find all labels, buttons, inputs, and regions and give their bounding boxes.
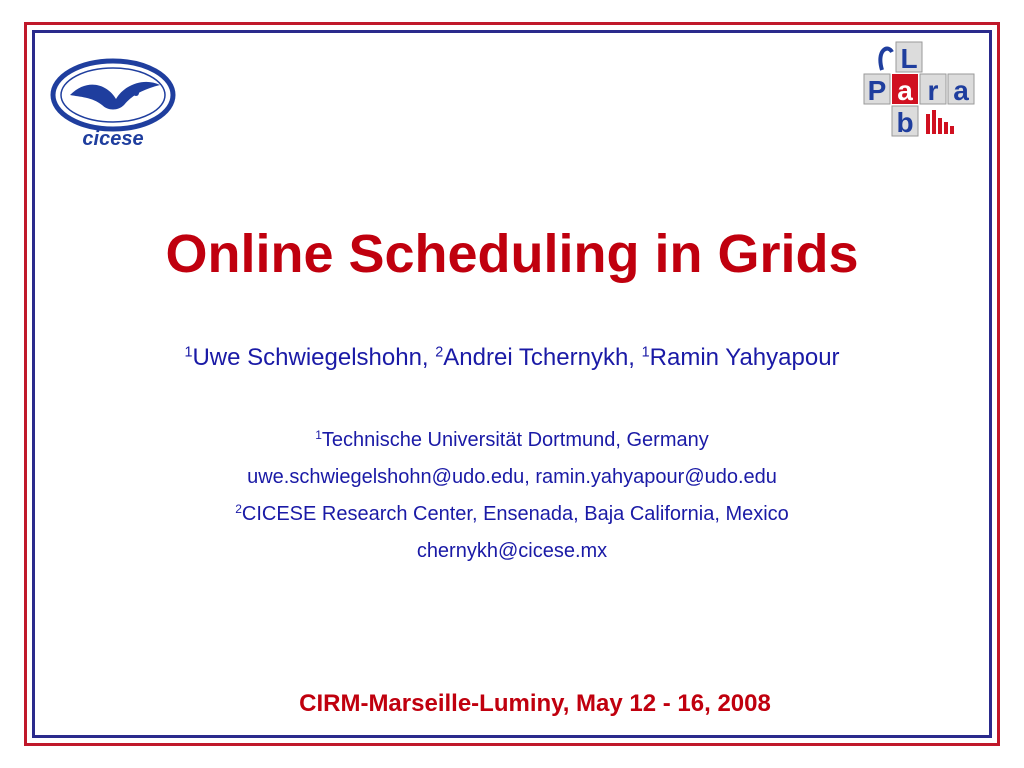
- author-3-name: Ramin Yahyapour: [649, 344, 840, 371]
- author-2-name: Andrei Tchernykh,: [443, 344, 642, 371]
- svg-text:P: P: [867, 75, 887, 106]
- svg-text:L: L: [900, 43, 918, 74]
- slide-title: Online Scheduling in Grids: [165, 224, 859, 284]
- svg-text:a: a: [953, 75, 969, 106]
- author-1-name: Uwe Schwiegelshohn,: [192, 344, 436, 371]
- svg-text:a: a: [897, 75, 913, 106]
- event-footer: CIRM-Marseille-Luminy, May 12 - 16, 2008: [299, 690, 771, 717]
- svg-text:r: r: [927, 75, 939, 106]
- email-line-2: chernykh@cicese.mx: [416, 540, 608, 562]
- author-2-affiliation-mark: 2: [435, 344, 444, 361]
- svg-text:b: b: [896, 107, 914, 138]
- author-3-affiliation-mark: 1: [641, 344, 650, 361]
- lparab-logo-icon: [858, 40, 978, 140]
- author-list: [0, 340, 1024, 376]
- cicese-bird-logo-icon: [48, 55, 178, 155]
- affiliation-line-1: $^1$Technische Universität Dortmund, Germany: [315, 427, 709, 451]
- email-line-1: uwe.schwiegelshohn@udo.edu, ramin.yahyapour@udo.edu: [247, 466, 777, 488]
- author-1-affiliation-mark: 1: [184, 344, 193, 361]
- affiliation-block: [0, 422, 1024, 570]
- affiliation-line-2: $^2$CICESE Research Center, Ensenada, Baja California, Mexico: [235, 501, 789, 525]
- cicese-logo-text: cicese: [82, 128, 144, 150]
